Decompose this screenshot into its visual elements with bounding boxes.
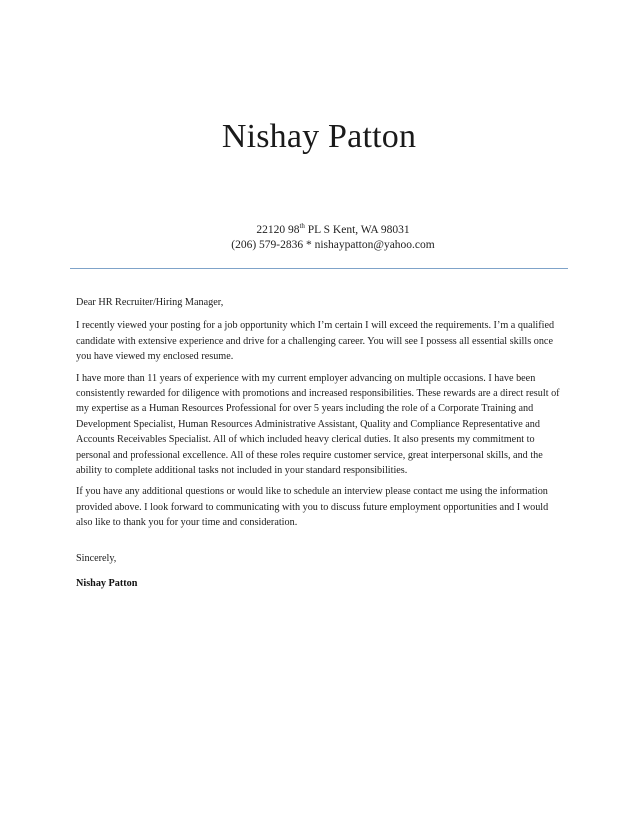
letter-body	[76, 295, 562, 537]
contact-block	[218, 223, 448, 253]
paragraph-intro: I recently viewed your posting for a job opportunity which I’m certain I will exceed the requirements. I’m a qualified candidate with extensive experience and drive for a challenging career. You will see I possess all essential skills once you have viewed my enclosed resume.	[76, 320, 555, 363]
address-line	[218, 223, 448, 238]
closing: Sincerely,	[76, 553, 117, 564]
street-number: 22120 98	[256, 224, 300, 236]
signature: Nishay Patton	[76, 578, 138, 589]
page-title: Nishay Patton	[221, 118, 417, 155]
paragraph-closing: If you have any additional questions or would like to schedule an interview please contact me using the information provided above. I look forward to communicating with you to discuss future employment opportunities and I would also like to thank you for your time and consideration.	[76, 486, 549, 529]
salutation: Dear HR Recruiter/Hiring Manager,	[76, 297, 224, 308]
header-divider	[70, 268, 568, 269]
street-city: PL S Kent, WA 98031	[304, 224, 410, 236]
phone-email-line: (206) 579-2836 * nishaypatton@yahoo.com	[231, 239, 435, 251]
ordinal-suffix: th	[299, 222, 305, 231]
paragraph-experience: I have more than 11 years of experience with my current employer advancing on multiple occasions. I have been consistently rewarded for diligence with promotions and increased responsibilities. These rewards are a direct result of my expertise as a Human Resources Professional for over 5 years including the role of a Corporate Training and Development Specialist, Human Resources Administrative Assistant, Quality and Compliance Representative and Accounts Receivables Specialist. All of which included heavy clerical duties. It also presents my commitment to personal and professional excellence. All of these roles require customer service, great interpersonal skills, and the ability to complete additional tasks not included in your standard responsibilities.	[76, 372, 560, 477]
